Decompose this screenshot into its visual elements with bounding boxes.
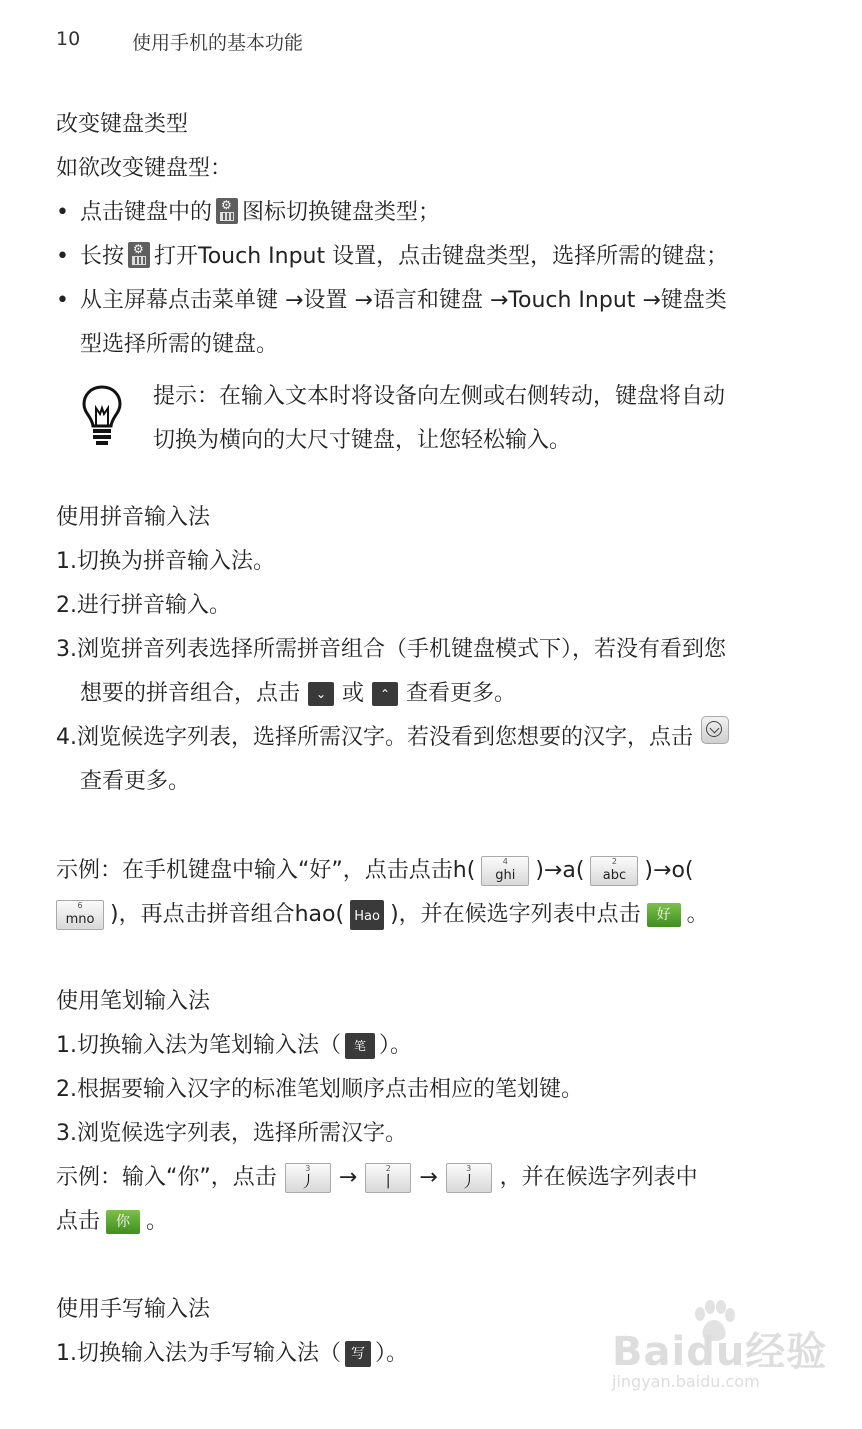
key-letters: mno: [65, 912, 95, 927]
baidu-logo: Baidu经验: [612, 1329, 828, 1375]
stroke-example-line1: [56, 1156, 698, 1200]
example-text: 。: [146, 1209, 169, 1234]
example-text: 示例：在手机键盘中输入“好”，点击点击h(: [56, 858, 476, 883]
key-stroke: 丿: [299, 1172, 316, 1191]
bullet: •: [56, 200, 69, 225]
key-4-ghi: [481, 856, 529, 886]
key-number: 3: [305, 1164, 311, 1173]
or-text: 或: [342, 681, 365, 706]
pinyin-step-3-line2: [80, 672, 516, 716]
bullet-1: [80, 191, 440, 235]
section-title-keyboard-type: 改变键盘类型: [56, 112, 189, 137]
stroke-step-1-text: 1.切换输入法为笔划输入法（: [56, 1033, 341, 1058]
example-text: 示例：输入“你”，点击: [56, 1165, 277, 1190]
chevron-down-icon: ⌄: [308, 682, 334, 706]
handwriting-step-1-text-end: ）。: [375, 1341, 409, 1366]
bullet-2-text: 长按: [80, 244, 125, 269]
arrow: →: [419, 1165, 438, 1190]
pinyin-step-2: 2.进行拼音输入。: [56, 593, 231, 618]
tip-line-1: 提示：在输入文本时将设备向左侧或右侧转动，键盘将自动: [153, 384, 726, 409]
pinyin-step-4-text: 4.浏览候选字列表，选择所需汉字。若没看到您想要的汉字，点击: [56, 725, 693, 750]
stroke-example-line2: [56, 1200, 168, 1244]
pinyin-step-3-text: 想要的拼音组合，点击: [80, 681, 301, 706]
bullet-3-line2: 型选择所需的键盘。: [80, 332, 279, 357]
section-title-stroke: 使用笔划输入法: [56, 989, 211, 1014]
bullet-2-text-end: 打开Touch Input 设置，点击键盘类型，选择所需的键盘；: [154, 244, 729, 269]
example-text: 。: [686, 902, 709, 927]
page-number: 10: [56, 28, 81, 50]
section-title-pinyin: 使用拼音输入法: [56, 505, 211, 530]
key-number: 2: [611, 857, 617, 866]
stroke-key-pie: [285, 1163, 331, 1193]
keyboard-settings-icon: [128, 242, 150, 268]
key-6-mno: [56, 900, 104, 930]
example-text: )→o(: [644, 858, 694, 883]
key-letters: ghi: [495, 868, 516, 883]
key-2-abc: [590, 856, 638, 886]
stroke-mode-icon: 笔: [345, 1033, 375, 1059]
example-text: ，并在候选字列表中: [499, 1165, 698, 1190]
bullet-2: [80, 235, 728, 279]
keyboard-settings-icon: [216, 198, 238, 224]
stroke-key-pie: [446, 1163, 492, 1193]
key-letters: abc: [602, 868, 627, 883]
hao-combination-button: Hao: [350, 900, 384, 930]
key-number: 6: [77, 901, 83, 910]
example-text: )，并在候选字列表中点击: [390, 902, 641, 927]
candidate-hao: 好: [647, 903, 681, 927]
bullet-1-text: 点击键盘中的: [80, 200, 213, 225]
bullet-3-line1: 从主屏幕点击菜单键 →设置 →语言和键盘 →Touch Input →键盘类: [80, 288, 727, 313]
handwriting-step-1: [56, 1332, 408, 1376]
pinyin-step-4-line2: 查看更多。: [80, 769, 191, 794]
stroke-step-1-text-end: ）。: [379, 1033, 413, 1058]
bullet-1-text-end: 图标切换键盘类型；: [242, 200, 441, 225]
key-number: 3: [466, 1164, 472, 1173]
watermark-url: jingyan.baidu.com: [612, 1372, 760, 1391]
expand-circle-icon: [701, 716, 729, 744]
pinyin-example-line1: [56, 849, 693, 893]
stroke-key-shu: [365, 1163, 411, 1193]
key-stroke: 丨: [380, 1172, 397, 1191]
bullet: •: [56, 288, 69, 313]
chapter-title: 使用手机的基本功能: [132, 32, 304, 54]
example-text: )，再点击拼音组合hao(: [110, 902, 345, 927]
example-text: 点击: [56, 1209, 101, 1234]
example-text: )→a(: [535, 858, 585, 883]
handwriting-mode-icon: 写: [345, 1341, 371, 1367]
pinyin-step-4-line1: [56, 716, 737, 760]
section-title-handwriting: 使用手写输入法: [56, 1297, 211, 1322]
tip-line-2: 切换为横向的大尺寸键盘，让您轻松输入。: [153, 428, 572, 453]
lightbulb-icon: [80, 384, 124, 448]
stroke-step-2: 2.根据要输入汉字的标准笔划顺序点击相应的笔划键。: [56, 1077, 583, 1102]
pinyin-step-1: 1.切换为拼音输入法。: [56, 549, 275, 574]
chevron-up-icon: ⌃: [372, 682, 398, 706]
arrow: →: [338, 1165, 358, 1190]
handwriting-step-1-text: 1.切换输入法为手写输入法（: [56, 1341, 341, 1366]
pinyin-step-3-line1: 3.浏览拼音列表选择所需拼音组合（手机键盘模式下），若没有看到您: [56, 637, 726, 662]
stroke-step-1: [56, 1024, 412, 1068]
key-number: 2: [385, 1164, 391, 1173]
bullet: •: [56, 244, 69, 269]
candidate-ni: 你: [106, 1210, 140, 1234]
key-stroke: 丿: [460, 1172, 477, 1191]
stroke-step-3: 3.浏览候选字列表，选择所需汉字。: [56, 1121, 407, 1146]
intro-text: 如欲改变键盘型：: [56, 156, 233, 181]
key-number: 4: [502, 857, 508, 866]
pinyin-example-line2: [56, 893, 709, 937]
pinyin-step-3-text-end: 查看更多。: [406, 681, 517, 706]
